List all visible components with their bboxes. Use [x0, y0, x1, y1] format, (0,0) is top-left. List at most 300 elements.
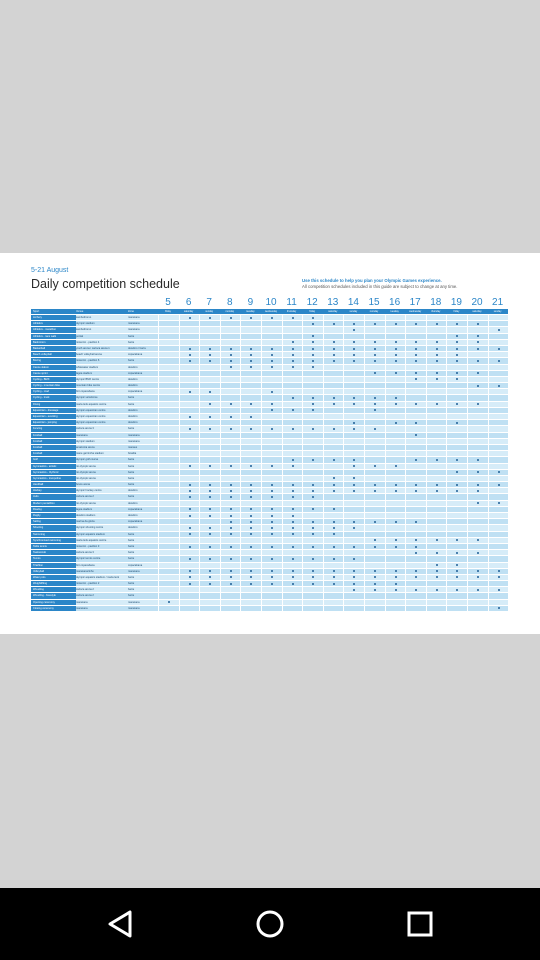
event-dot: [209, 360, 211, 362]
cell-day: [261, 371, 282, 376]
cell-day: [446, 426, 467, 431]
cell-zone: barra: [128, 396, 135, 400]
cell-day: [405, 371, 426, 376]
cell-day: [446, 501, 467, 506]
cell-zone: barra: [128, 334, 135, 338]
event-dot: [333, 546, 335, 548]
cell-day: [385, 569, 406, 574]
cell-venue: maracana: [76, 606, 88, 610]
cell-venue: rio olympic arena: [76, 476, 96, 480]
cell-day: [364, 575, 385, 580]
cell-day: [282, 377, 303, 382]
cell-day: [385, 426, 406, 431]
cell-sport: Weightlifting: [31, 581, 76, 586]
cell-day: [302, 439, 323, 444]
cell-day: [261, 532, 282, 537]
cell-day: [323, 488, 344, 493]
event-dot: [456, 378, 458, 380]
cell-day: [488, 569, 509, 574]
cell-day: [446, 593, 467, 598]
cell-day: [426, 377, 447, 382]
cell-day: [343, 513, 364, 518]
cell-day: [282, 476, 303, 481]
cell-day: [199, 581, 220, 586]
cell-day: [158, 494, 179, 499]
cell-day: [179, 513, 200, 518]
cell-day: [426, 575, 447, 580]
cell-sport: Equestrian - eventing: [31, 414, 76, 419]
cell-day: [282, 593, 303, 598]
cell-day: [467, 371, 488, 376]
recents-button[interactable]: [400, 904, 440, 944]
cell-day: [220, 457, 241, 462]
cell-day: [158, 389, 179, 394]
cell-day: [343, 371, 364, 376]
cell-day: [385, 414, 406, 419]
info-line-1: Use this schedule to help you plan your Olympic Games experience.: [302, 278, 442, 283]
cell-day: [385, 358, 406, 363]
cell-day: [385, 494, 406, 499]
header-weekday: sunday: [493, 310, 502, 313]
cell-zone: barra: [128, 464, 135, 468]
cell-day: [467, 352, 488, 357]
cell-zone: barra: [128, 470, 135, 474]
cell-day: [467, 482, 488, 487]
cell-day: [488, 321, 509, 326]
cell-day: [446, 352, 467, 357]
event-dot: [395, 341, 397, 343]
cell-day: [199, 476, 220, 481]
event-dot: [353, 323, 355, 325]
cell-day: [302, 321, 323, 326]
cell-day: [323, 439, 344, 444]
cell-day: [446, 464, 467, 469]
cell-day: [385, 371, 406, 376]
info-text: [302, 278, 512, 289]
cell-day: [302, 408, 323, 413]
event-dot: [374, 589, 376, 591]
cell-day: [282, 482, 303, 487]
cell-day: [261, 494, 282, 499]
event-dot: [250, 465, 252, 467]
cell-day: [261, 383, 282, 388]
cell-day: [385, 389, 406, 394]
cell-day: [385, 327, 406, 332]
cell-day: [343, 433, 364, 438]
event-dot: [230, 527, 232, 529]
cell-day: [385, 532, 406, 537]
cell-day: [240, 352, 261, 357]
cell-day: [220, 358, 241, 363]
cell-day: [261, 451, 282, 456]
event-dot: [209, 465, 211, 467]
cell-day: [199, 327, 220, 332]
cell-day: [426, 358, 447, 363]
event-dot: [436, 484, 438, 486]
cell-day: [158, 563, 179, 568]
cell-day: [302, 544, 323, 549]
cell-day: [364, 402, 385, 407]
cell-zone: copacabana: [128, 371, 143, 375]
event-dot: [353, 484, 355, 486]
cell-zone: maracana: [128, 316, 140, 319]
cell-day: [488, 408, 509, 413]
cell-day: [179, 464, 200, 469]
cell-day: [158, 513, 179, 518]
event-dot: [271, 409, 273, 411]
event-dot: [333, 323, 335, 325]
cell-day: [282, 371, 303, 376]
date-13: 13: [327, 297, 339, 308]
cell-day: [179, 575, 200, 580]
cell-day: [302, 532, 323, 537]
date-19: 19: [450, 297, 462, 308]
cell-zone: barra: [128, 458, 135, 462]
cell-day: [426, 550, 447, 555]
cell-day: [282, 581, 303, 586]
cell-day: [179, 507, 200, 512]
event-dot: [374, 570, 376, 572]
cell-day: [446, 451, 467, 456]
cell-day: [158, 334, 179, 339]
header-weekday: tuesday: [246, 310, 255, 313]
cell-venue: carioca arena 2: [76, 495, 94, 499]
cell-day: [323, 414, 344, 419]
cell-day: [158, 426, 179, 431]
event-dot: [189, 391, 191, 393]
header-zone: Zone: [128, 310, 134, 313]
cell-sport: Football: [31, 451, 76, 456]
cell-day: [488, 532, 509, 537]
cell-day: [261, 482, 282, 487]
cell-day: [282, 457, 303, 462]
cell-day: [446, 334, 467, 339]
cell-day: [220, 544, 241, 549]
event-dot: [374, 341, 376, 343]
cell-venue: maracanazinho: [76, 569, 94, 573]
event-dot: [498, 360, 500, 362]
cell-day: [426, 408, 447, 413]
cell-zone: maracana: [128, 328, 140, 332]
cell-zone: barra: [128, 427, 135, 431]
cell-venue: amazonia arena: [76, 445, 95, 449]
event-dot: [333, 348, 335, 350]
event-dot: [353, 348, 355, 350]
cell-day: [179, 519, 200, 524]
cell-zone: deodoro: [128, 415, 138, 418]
header-weekday: tuesday: [390, 310, 399, 313]
cell-day: [220, 426, 241, 431]
cell-day: [220, 538, 241, 543]
cell-day: [220, 315, 241, 320]
cell-day: [240, 600, 261, 605]
cell-day: [220, 433, 241, 438]
cell-day: [302, 346, 323, 351]
cell-day: [467, 315, 488, 320]
cell-day: [158, 587, 179, 592]
cell-sport: Basketball: [31, 346, 76, 351]
event-dot: [271, 428, 273, 430]
date-7: 7: [206, 297, 212, 308]
cell-day: [240, 414, 261, 419]
cell-day: [240, 420, 261, 425]
cell-day: [240, 327, 261, 332]
cell-zone: deodoro: [128, 421, 138, 425]
event-dot: [477, 539, 479, 541]
cell-day: [302, 569, 323, 574]
cell-day: [385, 439, 406, 444]
event-dot: [477, 372, 479, 374]
cell-day: [240, 457, 261, 462]
cell-day: [302, 600, 323, 605]
cell-day: [343, 606, 364, 611]
cell-day: [364, 383, 385, 388]
cell-day: [240, 377, 261, 382]
cell-day: [261, 358, 282, 363]
cell-day: [220, 414, 241, 419]
cell-day: [282, 402, 303, 407]
event-dot: [353, 558, 355, 560]
cell-day: [343, 321, 364, 326]
cell-day: [343, 600, 364, 605]
cell-day: [488, 501, 509, 506]
event-dot: [312, 521, 314, 523]
cell-day: [158, 365, 179, 370]
cell-venue: deodoro stadium: [76, 514, 96, 517]
cell-day: [323, 371, 344, 376]
cell-day: [385, 538, 406, 543]
cell-day: [220, 371, 241, 376]
cell-day: [405, 377, 426, 382]
event-dot: [395, 397, 397, 399]
cell-day: [240, 556, 261, 561]
cell-sport: Swimming: [31, 532, 76, 537]
cell-day: [405, 575, 426, 580]
cell-day: [364, 488, 385, 493]
cell-day: [199, 365, 220, 370]
cell-day: [199, 433, 220, 438]
cell-day: [302, 352, 323, 357]
cell-day: [261, 414, 282, 419]
cell-day: [179, 556, 200, 561]
cell-day: [261, 426, 282, 431]
event-dot: [271, 508, 273, 510]
cell-day: [323, 513, 344, 518]
cell-day: [199, 563, 220, 568]
cell-day: [426, 420, 447, 425]
cell-day: [385, 488, 406, 493]
cell-day: [220, 334, 241, 339]
cell-day: [385, 408, 406, 413]
event-dot: [395, 354, 397, 356]
cell-day: [364, 377, 385, 382]
cell-day: [488, 488, 509, 493]
event-dot: [456, 552, 458, 554]
cell-day: [446, 433, 467, 438]
cell-day: [261, 420, 282, 425]
navigation-bar: [0, 888, 540, 960]
cell-zone: maracana: [128, 600, 140, 604]
cell-day: [199, 334, 220, 339]
event-dot: [250, 570, 252, 572]
event-dot: [209, 515, 211, 517]
cell-venue: rio olympic arena: [76, 464, 96, 468]
cell-sport: Tennis: [31, 556, 76, 561]
cell-day: [199, 457, 220, 462]
cell-day: [385, 340, 406, 345]
event-dot: [292, 360, 294, 362]
event-dot: [189, 527, 191, 529]
event-dot: [477, 484, 479, 486]
cell-day: [426, 433, 447, 438]
cell-sport: Equestrian - jumping: [31, 420, 76, 425]
cell-day: [467, 494, 488, 499]
event-dot: [395, 490, 397, 492]
cell-day: [199, 464, 220, 469]
cell-day: [199, 383, 220, 388]
event-dot: [209, 317, 211, 319]
cell-day: [488, 575, 509, 580]
cell-day: [405, 476, 426, 481]
event-dot: [230, 484, 232, 486]
cell-day: [446, 414, 467, 419]
cell-day: [426, 563, 447, 568]
cell-zone: deodoro: [128, 365, 138, 369]
header-weekday: saturday: [472, 310, 482, 313]
cell-day: [488, 550, 509, 555]
cell-day: [405, 334, 426, 339]
cell-day: [405, 538, 426, 543]
cell-day: [343, 501, 364, 506]
schedule-image[interactable]: [0, 253, 540, 634]
event-dot: [209, 527, 211, 529]
event-dot: [271, 546, 273, 548]
cell-sport: Fencing: [31, 426, 76, 431]
cell-day: [343, 395, 364, 400]
cell-day: [364, 593, 385, 598]
cell-day: [158, 581, 179, 586]
event-dot: [374, 484, 376, 486]
event-dot: [415, 372, 417, 374]
event-dot: [189, 546, 191, 548]
cell-venue: carioca arena 3: [76, 551, 94, 555]
cell-day: [467, 321, 488, 326]
cell-day: [488, 457, 509, 462]
cell-day: [220, 439, 241, 444]
event-dot: [209, 403, 211, 405]
cell-day: [405, 600, 426, 605]
event-dot: [250, 515, 252, 517]
header-weekday: friday: [453, 310, 460, 313]
cell-day: [385, 600, 406, 605]
event-dot: [209, 558, 211, 560]
cell-day: [343, 563, 364, 568]
event-dot: [436, 539, 438, 541]
cell-day: [261, 538, 282, 543]
cell-zone: barra: [128, 551, 135, 555]
cell-day: [488, 451, 509, 456]
cell-day: [467, 532, 488, 537]
event-dot: [333, 360, 335, 362]
cell-day: [405, 532, 426, 537]
cell-day: [158, 550, 179, 555]
cell-day: [323, 575, 344, 580]
back-button[interactable]: [100, 904, 140, 944]
cell-day: [488, 377, 509, 382]
event-dot: [271, 484, 273, 486]
event-dot: [292, 459, 294, 461]
event-dot: [415, 360, 417, 362]
event-dot: [209, 428, 211, 430]
cell-day: [302, 482, 323, 487]
cell-sport: Wrestling - freestyle: [31, 593, 76, 598]
cell-venue: maracana: [76, 433, 88, 437]
cell-day: [405, 327, 426, 332]
cell-day: [343, 494, 364, 499]
event-dot: [456, 372, 458, 374]
cell-zone: deodoro: [128, 501, 138, 505]
cell-day: [199, 550, 220, 555]
cell-day: [179, 334, 200, 339]
event-dot: [436, 372, 438, 374]
event-dot: [230, 496, 232, 498]
event-dot: [498, 329, 500, 331]
cell-day: [426, 457, 447, 462]
cell-day: [488, 383, 509, 388]
cell-day: [179, 501, 200, 506]
event-dot: [312, 348, 314, 350]
cell-day: [220, 513, 241, 518]
cell-zone: barra: [128, 476, 135, 480]
cell-day: [467, 451, 488, 456]
cell-day: [302, 395, 323, 400]
event-dot: [477, 490, 479, 492]
cell-zone: copacabana: [128, 390, 143, 394]
cell-day: [467, 433, 488, 438]
event-dot: [292, 570, 294, 572]
cell-venue: sambodromo: [76, 316, 92, 319]
cell-day: [282, 365, 303, 370]
cell-day: [179, 445, 200, 450]
cell-venue: olympic tennis centre: [76, 557, 101, 561]
event-dot: [271, 521, 273, 523]
event-dot: [209, 576, 211, 578]
cell-day: [220, 383, 241, 388]
event-dot: [250, 428, 252, 430]
event-dot: [415, 348, 417, 350]
cell-day: [282, 383, 303, 388]
cell-day: [302, 494, 323, 499]
cell-day: [385, 377, 406, 382]
home-button[interactable]: [250, 904, 290, 944]
cell-day: [282, 494, 303, 499]
event-dot: [333, 533, 335, 535]
cell-day: [282, 556, 303, 561]
cell-day: [158, 371, 179, 376]
event-dot: [312, 583, 314, 585]
event-dot: [292, 490, 294, 492]
cell-day: [488, 340, 509, 345]
event-dot: [395, 422, 397, 424]
cell-day: [364, 420, 385, 425]
cell-sport: Water polo: [31, 575, 76, 580]
cell-day: [179, 402, 200, 407]
cell-sport: Cycling - mountain bike: [31, 383, 76, 388]
cell-day: [323, 365, 344, 370]
cell-day: [343, 556, 364, 561]
event-dot: [477, 459, 479, 461]
cell-day: [220, 346, 241, 351]
